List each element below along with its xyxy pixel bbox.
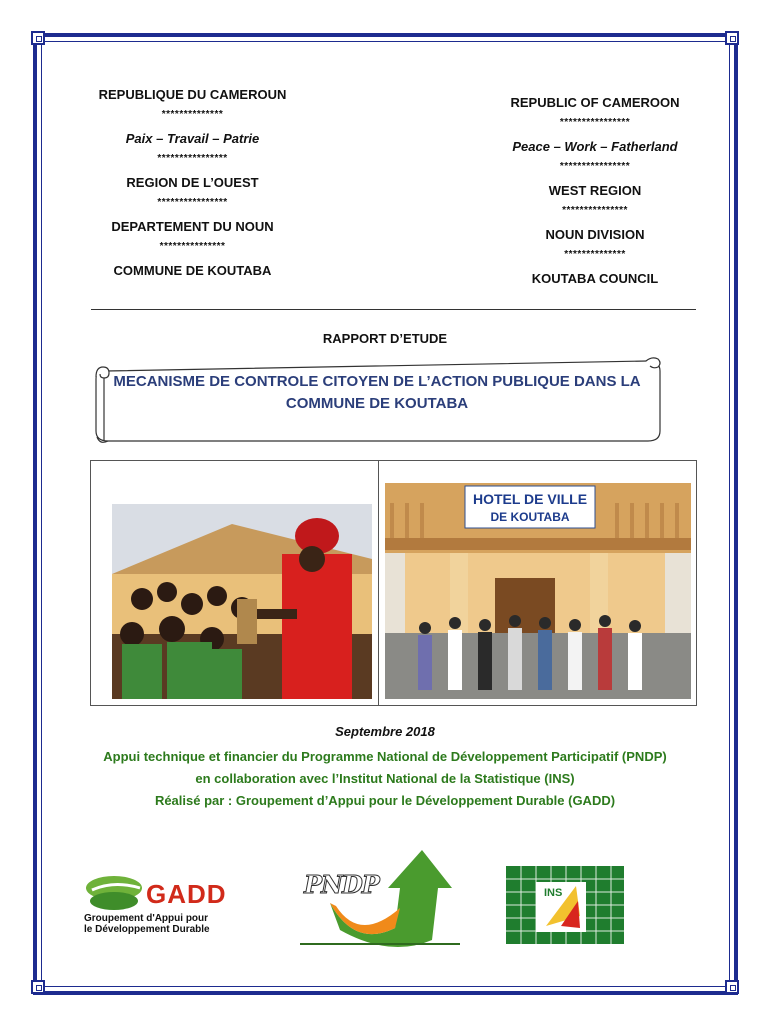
- council-en: KOUTABA COUNCIL: [531, 271, 659, 286]
- photo-town-hall: [385, 483, 691, 699]
- gadd-wordmark: GADD: [146, 879, 227, 909]
- separator-stars: ****************: [157, 153, 228, 164]
- photo-panel: [90, 460, 697, 706]
- region-fr: REGION DE L’OUEST: [126, 175, 259, 190]
- credit-line: Réalisé par : Groupement d’Appui pour le Développement Durable (GADD): [154, 793, 616, 808]
- publication-date: Septembre 2018: [335, 724, 435, 739]
- gadd-leaf-icon: [84, 870, 146, 915]
- department-fr: DEPARTEMENT DU NOUN: [111, 219, 274, 234]
- title-scroll-banner: [92, 357, 662, 447]
- pndp-logo: [300, 848, 460, 948]
- commune-fr: COMMUNE DE KOUTABA: [113, 263, 272, 278]
- photo-community-meeting: [112, 504, 372, 699]
- gadd-fullname-line: Groupement d'Appui pour: [84, 913, 209, 924]
- report-type-label: RAPPORT D’ETUDE: [322, 331, 448, 346]
- region-en: WEST REGION: [548, 183, 642, 198]
- sign-line2: DE KOUTABA: [490, 510, 570, 524]
- credits-block: [0, 746, 770, 812]
- division-en: NOUN DIVISION: [545, 227, 645, 242]
- credit-line: en collaboration avec l’Institut National de la Statistique (INS): [195, 771, 575, 786]
- header-divider: [91, 309, 696, 310]
- border-corner-ornament: [31, 980, 45, 994]
- document-title: MECANISME DE CONTROLE CITOYEN DE L’ACTION PUBLIQUE DANS LA COMMUNE DE KOUTABA: [113, 373, 641, 412]
- ins-logo: [506, 866, 624, 944]
- border-corner-ornament: [31, 31, 45, 45]
- credit-line: Appui technique et financier du Programme National de Développement Participatif (PNDP): [103, 749, 667, 764]
- sign-line1: HOTEL DE VILLE: [472, 491, 588, 507]
- separator-stars: ****************: [157, 197, 228, 208]
- separator-stars: ***************: [562, 205, 628, 216]
- motto-fr: Paix – Travail – Patrie: [125, 131, 260, 146]
- separator-stars: ****************: [559, 161, 631, 172]
- separator-stars: **************: [161, 109, 224, 120]
- separator-stars: ***************: [159, 241, 226, 252]
- gadd-fullname: [84, 913, 210, 935]
- header-french: [90, 86, 295, 279]
- motto-en: Peace – Work – Fatherland: [512, 139, 678, 154]
- ins-emblem-icon: [506, 866, 624, 944]
- header-english: [490, 94, 700, 287]
- pndp-wordmark: PNDP: [304, 870, 379, 899]
- separator-stars: ****************: [559, 117, 631, 128]
- country-name-en: REPUBLIC OF CAMEROON: [510, 95, 680, 110]
- country-name-fr: REPUBLIQUE DU CAMEROUN: [98, 87, 287, 102]
- photo-divider: [378, 461, 379, 705]
- gadd-fullname-line: le Développement Durable: [84, 924, 210, 935]
- border-corner-ornament: [725, 980, 739, 994]
- ins-wordmark: INS: [544, 887, 563, 899]
- border-corner-ornament: [725, 31, 739, 45]
- separator-stars: **************: [564, 249, 626, 260]
- gadd-logo: [84, 866, 234, 941]
